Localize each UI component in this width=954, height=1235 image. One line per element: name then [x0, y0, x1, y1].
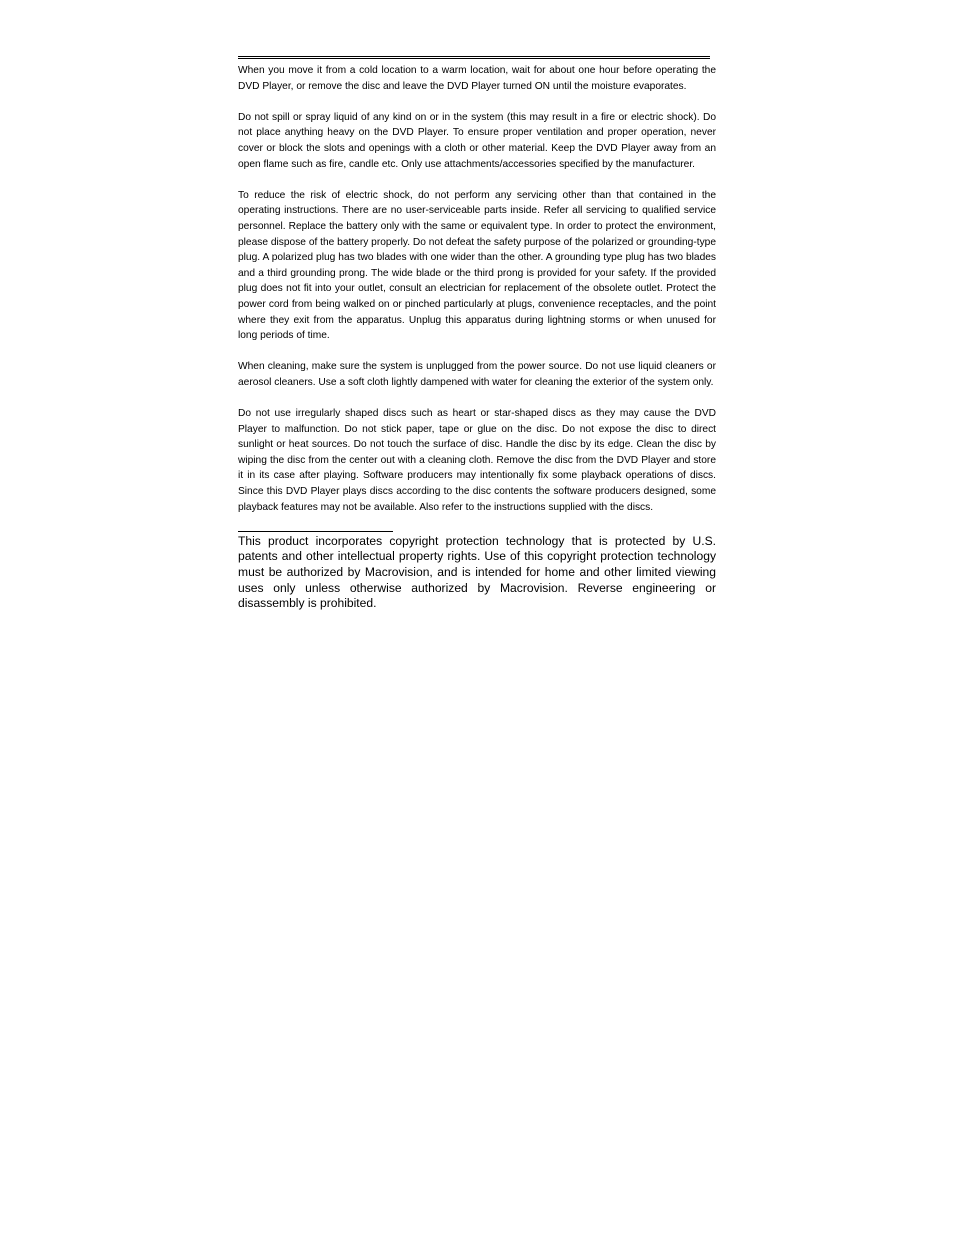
header-rule	[238, 56, 710, 59]
paragraph-disc-handling: Do not use irregularly shaped discs such as heart or star-shaped discs as they may cause the DVD Player to malfunction. Do not stick paper, tape or glue on the disc. Do not expose the disc to direct sunlight or heat sources. Do not touch the surface of disc. Handle the disc by its edge. Clean the disc by wiping the disc from the center out with a cleaning cloth. Remove the disc from the DVD Player and store it in its case after playing. Software producers may intentionally fix some playback operations of discs. Since this DVD Player plays discs according to the disc contents the software producers designed, some playback features may not be available. Also refer to the instructions supplied with the discs.	[238, 408, 716, 513]
footnote-copyright: This product incorporates copyright protection technology that is protected by U.S. patents and other intellectual property rights. Use of this copyright protection technology must be authorized by Macrovision, and is intended for home and other limited viewing uses only unless otherwise authorized by Macrovision. Reverse engineering or disassembly is prohibited.	[238, 533, 716, 611]
paragraph-electric-shock-servicing: To reduce the risk of electric shock, do not perform any servicing other than that contained in the operating instructions. There are no user-serviceable parts inside. Refer all servicing to qualified service personnel. Replace the battery only with the same or equivalent type. In order to protect the environment, please dispose of the battery properly. Do not defeat the safety purpose of the polarized or grounding-type plug. A polarized plug has two blades with one wider than the other. A grounding type plug has two blades and a third grounding prong. The wide blade or the third prong is provided for your safety. If the provided plug does not fit into your outlet, consult an electrician for replacement of the obsolete outlet. Protect the power cord from being walked on or pinched particularly at plugs, convenience receptacles, and the point where they exit from the apparatus. Unplug this apparatus during lightning storms or when unused for long periods of time.	[238, 189, 716, 342]
footnote-separator	[238, 531, 393, 532]
document-page	[238, 56, 716, 612]
paragraph-moisture: When you move it from a cold location to a warm location, wait for about one hour before operating the DVD Player, or remove the disc and leave the DVD Player turned ON until the moisture evaporates.	[238, 65, 716, 92]
paragraph-liquid-ventilation: Do not spill or spray liquid of any kind on or in the system (this may result in a fire or electric shock). Do not place anything heavy on the DVD Player. To ensure proper ventilation and proper operation, never cover or block the slots and openings with a cloth or other material. Keep the DVD Player away from an open flame such as fire, candle etc. Only use attachments/accessories specified by the manufacturer.	[238, 111, 716, 170]
paragraph-cleaning: When cleaning, make sure the system is unplugged from the power source. Do not use liquid cleaners or aerosol cleaners. Use a soft cloth lightly dampened with water for cleaning the exterior of the system only.	[238, 361, 716, 388]
